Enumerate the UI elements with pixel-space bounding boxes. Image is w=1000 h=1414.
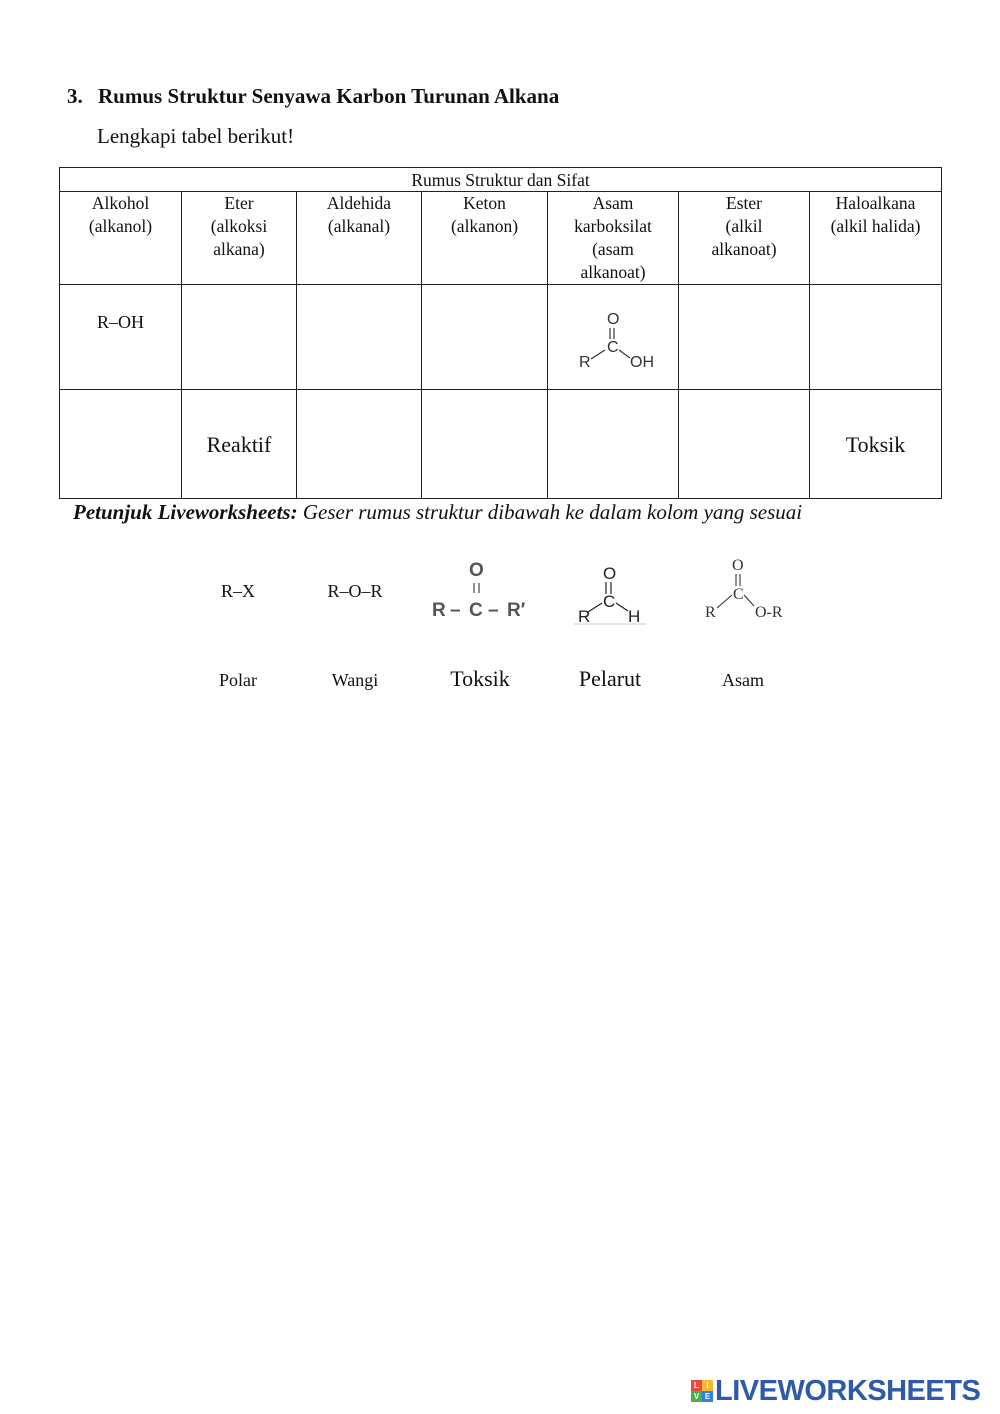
column-header-keton: Keton (alkanon) <box>422 192 548 285</box>
section-number: 3. <box>67 84 83 108</box>
keton-dash-2: – <box>488 600 499 621</box>
property-cell-haloalkana: Toksik <box>810 390 942 499</box>
drop-zone-formula-haloalkana[interactable] <box>810 285 942 390</box>
draggable-formula-ester[interactable] <box>700 554 792 624</box>
draggable-formula-ror[interactable]: R–O–R <box>327 581 383 601</box>
column-header-asam-karboksilat: Asam karboksilat (asam alkanoat) <box>548 192 679 285</box>
column-header-ester: Ester (alkil alkanoat) <box>679 192 810 285</box>
drop-zone-formula-eter[interactable] <box>182 285 297 390</box>
ester-or: O-R <box>755 604 783 621</box>
keton-o: O <box>469 560 484 581</box>
draggable-formula-rx[interactable]: R–X <box>220 581 255 601</box>
keton-c: C <box>469 600 483 621</box>
drop-zone-property-aldehida[interactable] <box>297 390 422 499</box>
draggable-property-polar[interactable]: Polar <box>219 670 257 690</box>
draggable-property-toksik[interactable]: Toksik <box>450 666 510 691</box>
section-title: Rumus Struktur Senyawa Karbon Turunan Alkana <box>98 84 560 108</box>
struct-c: C <box>607 339 619 356</box>
drop-zone-property-ester[interactable] <box>679 390 810 499</box>
table-title: Rumus Struktur dan Sifat <box>60 168 942 192</box>
column-header-alkohol: Alkohol (alkanol) <box>60 192 182 285</box>
ester-r: R <box>705 604 716 621</box>
column-header-eter: Eter (alkoksi alkana) <box>182 192 297 285</box>
draggable-formula-keton[interactable] <box>428 556 532 622</box>
drop-zone-formula-aldehida[interactable] <box>297 285 422 390</box>
property-cell-eter: Reaktif <box>182 390 297 499</box>
liveworksheets-logo-icon: L I V E <box>691 1380 713 1402</box>
liveworksheets-logo-text: LIVEWORKSHEETS <box>715 1374 981 1407</box>
drop-zone-formula-keton[interactable] <box>422 285 548 390</box>
formula-alkohol: R–OH <box>96 312 144 332</box>
aldehida-r: R <box>578 607 591 626</box>
draggable-property-wangi[interactable]: Wangi <box>331 670 379 690</box>
column-header-aldehida: Aldehida (alkanal) <box>297 192 422 285</box>
aldehida-o: O <box>603 564 617 583</box>
hint-body: Geser rumus struktur dibawah ke dalam kolom yang sesuai <box>302 500 803 524</box>
struct-oh: OH <box>630 354 654 369</box>
structure-table <box>59 167 942 499</box>
column-header-haloalkana: Haloalkana (alkil halida) <box>810 192 942 285</box>
draggable-property-asam[interactable]: Asam <box>722 670 764 690</box>
carboxylic-acid-structure <box>568 307 658 369</box>
keton-r-prime: R′ <box>507 600 526 621</box>
drop-zone-property-alkohol[interactable] <box>60 390 182 499</box>
ester-o: O <box>732 557 744 574</box>
instruction-text: Lengkapi tabel berikut! <box>97 124 295 148</box>
formula-cell-alkohol <box>60 285 182 390</box>
draggable-formula-aldehida[interactable] <box>572 562 652 626</box>
keton-dash-1: – <box>450 600 461 621</box>
hint-text <box>73 500 802 525</box>
section-heading <box>67 84 559 109</box>
struct-o: O <box>607 311 620 328</box>
hint-label: Petunjuk Liveworksheets: <box>73 500 298 524</box>
liveworksheets-logo <box>691 1374 980 1408</box>
keton-r: R <box>432 600 446 621</box>
ester-c: C <box>733 586 744 603</box>
drop-zone-property-asam-karboksilat[interactable] <box>548 390 679 499</box>
drop-zone-formula-ester[interactable] <box>679 285 810 390</box>
drop-zone-property-keton[interactable] <box>422 390 548 499</box>
struct-r: R <box>579 354 591 369</box>
aldehida-h: H <box>628 607 641 626</box>
formula-cell-asam-karboksilat <box>548 285 679 390</box>
aldehida-c: C <box>603 592 616 611</box>
draggable-property-pelarut[interactable]: Pelarut <box>578 666 642 691</box>
